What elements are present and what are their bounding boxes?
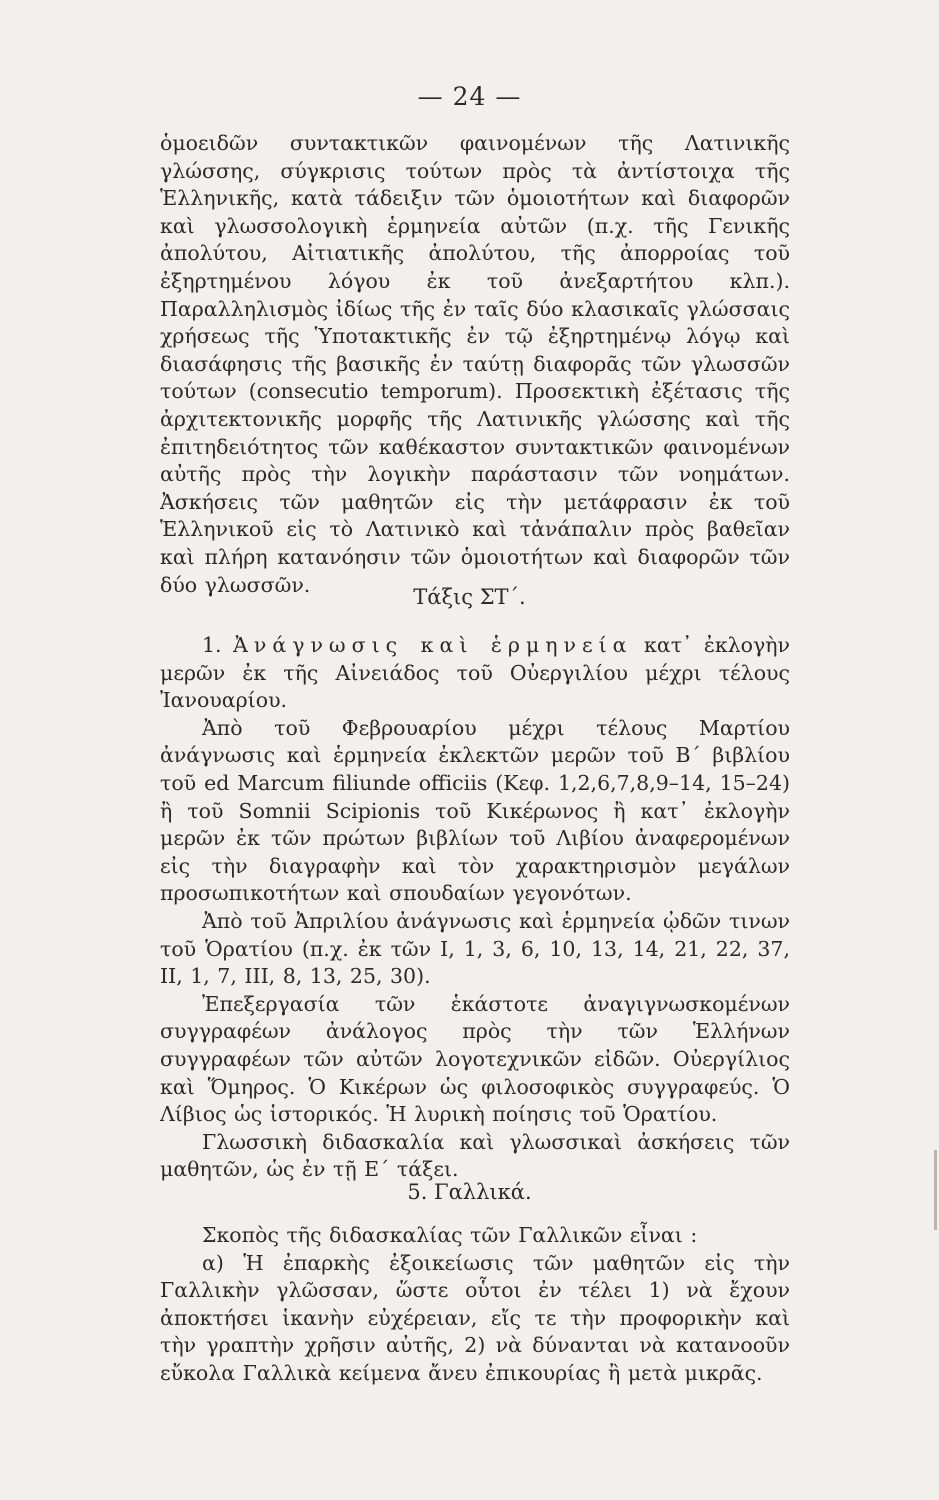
item-1 [160, 632, 790, 715]
class-heading: Τάξις ΣΤ΄. [413, 585, 526, 609]
section-heading-french: 5. Γαλλικά. [407, 1180, 532, 1204]
intro-paragraph: ὁμοειδῶν συντακτικῶν φαινομένων τῆς Λατινικῆς γλώσσης, σύγκρισις τούτων πρὸς τὰ ἀντίστοιχα τῆς Ἑλληνικῆς, κατὰ τάδειξιν τῶν ὁμοιοτήτων καὶ διαφορῶν καὶ γλωσσολογικὴ ἑρμηνεία αὐτῶν (π.χ. τῆς Γενικῆς ἀπολύτου, Αἰτιατικῆς ἀπολύτου, τῆς ἀπορροίας τοῦ ἐξηρτημένου λόγου ἐκ τοῦ ἀνεξαρτήτου κλπ.). Παραλληλισμὸς ἰδίως τῆς ἐν ταῖς δύο κλασικαῖς γλώσσαις χρήσεως τῆς Ὑποτακτικῆς ἐν τῷ ἐξηρτημένῳ λόγῳ καὶ διασάφησις τῆς βασικῆς ἐν ταύτῃ διαφορᾶς τῶν γλωσσῶν τούτων (consecutio temporum). Προσεκτικὴ ἐξέτασις τῆς ἀρχιτεκτονικῆς μορφῆς τῆς Λατινικῆς γλώσσης καὶ τῆς ἐπιτηδειότητος τῶν καθέκαστον συντακτικῶν φαινομένων αὐτῆς πρὸς τὴν λογικὴν παράστασιν τῶν νοημάτων. Ἀσκήσεις τῶν μαθητῶν εἰς τὴν μετάφρασιν ἐκ τοῦ Ἑλληνικοῦ εἰς τὸ Λατινικὸ καὶ τἀνάπαλιν πρὸς βαθεῖαν καὶ πλήρη κατανόησιν τῶν ὁμοιοτήτων καὶ διαφορῶν τῶν δύο γλωσσῶν. [160, 131, 790, 597]
item-1-text: κατ᾽ ἐκλογὴν μερῶν ἐκ τῆς Αἰνειάδος τοῦ Οὐεργιλίου μέχρι τέλους Ἰανουαρίου. [160, 633, 790, 713]
item-1-title: Ἀνάγνωσις καὶ ἑρμηνεία [233, 633, 633, 657]
paragraph-processing: Ἐπεξεργασία τῶν ἑκάστοτε ἀναγιγνωσκομένων συγγραφέων ἀνάλογος πρὸς τὴν τῶν Ἑλλήνων συγγραφέων τῶν αὐτῶν λογοτεχνικῶν εἰδῶν. Οὐεργίλιος καὶ Ὅμηρος. Ὁ Κικέρων ὡς φιλοσοφικὸς συγγραφεύς. Ὁ Λίβιος ὡς ἱστορικός. Ἡ λυρικὴ ποίησις τοῦ Ὁρατίου. [160, 991, 790, 1127]
item-1-number: 1. [202, 633, 222, 657]
french-point-a: α) Ἡ ἐπαρκὴς ἐξοικείωσις τῶν μαθητῶν εἰς τὴν Γαλλικὴν γλῶσσαν, ὥστε οὗτοι ἐν τέλει 1) νὰ ἔχουν ἀποκτήσει ἱκανὴν εὐχέρειαν, εἴς τε τὴν προφορικὴν καὶ τὴν γραπτὴν χρῆσιν αὐτῆς, 2) νὰ δύνανται νὰ κατανοοῦν εὔκολα Γαλλικὰ κείμενα ἄνευ ἐπικουρίας ἢ μετὰ μικρᾶς. [160, 1250, 790, 1385]
reading-section [160, 632, 790, 1184]
paragraph-april: Ἀπὸ τοῦ Ἀπριλίου ἀνάγνωσις καὶ ἑρμηνεία ᾠδῶν τινων τοῦ Ὁρατίου (π.χ. ἐκ τῶν I, 1, 3, 6, 10, 13, 14, 21, 22, 37, II, 1, 7, III, 8, 13, 25, 30). [160, 908, 790, 989]
french-block [160, 1222, 790, 1388]
french-intro: Σκοπὸς τῆς διδασκαλίας τῶν Γαλλικῶν εἶναι : [202, 1223, 698, 1247]
page-edge-shadow [934, 1150, 937, 1230]
paragraph-language-teaching: Γλωσσικὴ διδασκαλία καὶ γλωσσικαὶ ἀσκήσεις τῶν μαθητῶν, ὡς ἐν τῇ Ε΄ τάξει. [160, 1129, 790, 1182]
intro-block [160, 130, 790, 599]
page-number: — 24 — [417, 82, 522, 111]
paragraph-february: Ἀπὸ τοῦ Φεβρουαρίου μέχρι τέλους Μαρτίου ἀνάγνωσις καὶ ἑρμηνεία ἐκλεκτῶν μερῶν τοῦ Β΄ βιβλίου τοῦ ed Marcum filiunde officiis (Κεφ. 1,2,6,7,8,9–14, 15–24) ἢ τοῦ Somnii Scipionis τοῦ Κικέρωνος ἢ κατ᾽ ἐκλογὴν μερῶν ἐκ τῶν πρώτων βιβλίων τοῦ Λιβίου ἀναφερομένων εἰς τὴν διαγραφὴν καὶ τὸν χαρακτηρισμὸν μεγάλων προσωπικοτήτων καὶ σπουδαίων γεγονότων. [160, 715, 790, 906]
